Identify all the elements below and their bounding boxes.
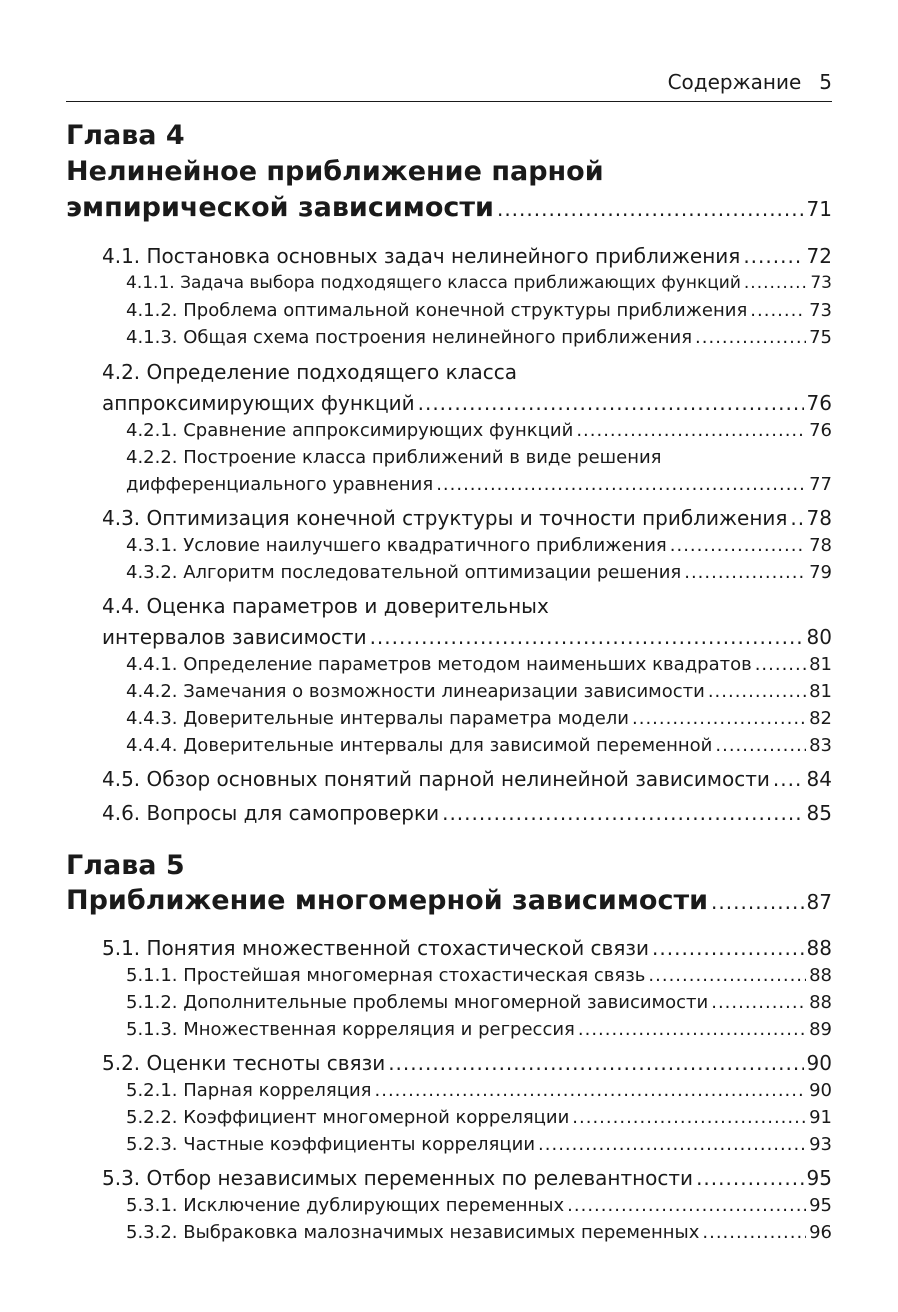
- toc-entry-5-1-1[interactable]: [126, 965, 832, 986]
- page-number: 95: [809, 1195, 832, 1216]
- entry-text: 5.3.2. Выбраковка малозначимых независимых переменных: [126, 1222, 700, 1243]
- page-number: 76: [809, 420, 832, 441]
- page-number: 71: [806, 197, 832, 221]
- entry-text-cont: интервалов зависимости: [102, 625, 367, 649]
- dot-leader: [708, 681, 806, 702]
- toc-entry-4-1[interactable]: [102, 244, 832, 268]
- chapter-5-title-row[interactable]: [66, 885, 832, 916]
- toc-entry-5-3[interactable]: [102, 1166, 832, 1190]
- page-number: 90: [806, 1051, 832, 1075]
- toc-entry-4-2-2[interactable]: [126, 474, 832, 495]
- page-number: 90: [809, 1080, 832, 1101]
- dot-leader: [711, 992, 806, 1013]
- dot-leader: [576, 420, 806, 441]
- toc-entry-4-4-line1[interactable]: 4.4. Оценка параметров и доверительных: [102, 594, 549, 618]
- page-number: 87: [806, 890, 832, 914]
- toc-entry-4-3-1[interactable]: [126, 535, 832, 556]
- toc-entry-4-1-1[interactable]: [126, 273, 832, 293]
- page-number: 73: [810, 273, 832, 293]
- page-number: 75: [809, 327, 832, 348]
- dot-leader: [572, 1107, 806, 1128]
- entry-text: 5.1.3. Множественная корреляция и регрессия: [126, 1019, 575, 1040]
- header-title: Содержание: [667, 70, 802, 94]
- dot-leader: [375, 1080, 807, 1101]
- chapter-4-title-row[interactable]: [66, 192, 832, 223]
- entry-text: 5.1. Понятия множественной стохастической связи: [102, 936, 650, 960]
- dot-leader: [743, 244, 803, 268]
- toc-entry-4-4[interactable]: [102, 625, 832, 649]
- entry-text: 4.1.2. Проблема оптимальной конечной структуры приближения: [126, 300, 748, 321]
- toc-entry-5-3-2[interactable]: [126, 1222, 832, 1243]
- toc-entry-4-2[interactable]: [102, 391, 832, 415]
- chapter-4-title-line2: эмпирической зависимости: [66, 192, 494, 223]
- entry-text: 4.1.1. Задача выбора подходящего класса приближающих функций: [126, 273, 741, 293]
- dot-leader: [773, 767, 804, 791]
- dot-leader: [442, 801, 803, 825]
- entry-text: 5.1.2. Дополнительные проблемы многомерной зависимости: [126, 992, 709, 1013]
- page-number: 91: [809, 1107, 832, 1128]
- entry-text: 4.3.2. Алгоритм последовательной оптимизации решения: [126, 562, 682, 583]
- toc-entry-4-4-1[interactable]: [126, 654, 832, 675]
- entry-text: 4.5. Обзор основных понятий парной нелинейной зависимости: [102, 767, 770, 791]
- entry-text-cont: дифференциального уравнения: [126, 474, 434, 495]
- page-number: 88: [809, 965, 832, 986]
- page-number: 80: [806, 625, 832, 649]
- entry-text: 4.1.3. Общая схема построения нелинейного приближения: [126, 327, 693, 348]
- page-number: 78: [806, 506, 832, 530]
- dot-leader: [436, 474, 806, 495]
- dot-leader: [652, 936, 804, 960]
- entry-text: 5.1.1. Простейшая многомерная стохастическая связь: [126, 965, 646, 986]
- entry-text: 4.2.1. Сравнение аппроксимирующих функций: [126, 420, 574, 441]
- toc-entry-4-2-line1[interactable]: 4.2. Определение подходящего класса: [102, 360, 517, 384]
- entry-text: 4.3. Оптимизация конечной структуры и точности приближения: [102, 506, 788, 530]
- toc-entry-5-1-3[interactable]: [126, 1019, 832, 1040]
- chapter-5-label: Глава 5: [66, 850, 185, 881]
- toc-entry-4-4-4[interactable]: [126, 735, 832, 756]
- dot-leader: [370, 625, 804, 649]
- entry-text-cont: аппроксимирующих функций: [102, 391, 415, 415]
- page-number: 77: [809, 474, 832, 495]
- entry-text: 5.3. Отбор независимых переменных по релевантности: [102, 1166, 694, 1190]
- page-number: 88: [806, 936, 832, 960]
- dot-leader: [388, 1051, 803, 1075]
- toc-entry-5-1-2[interactable]: [126, 992, 832, 1013]
- page-number: 79: [809, 562, 832, 583]
- entry-text: 5.2. Оценки тесноты связи: [102, 1051, 386, 1075]
- dot-leader: [702, 1222, 806, 1243]
- toc-entry-4-2-1[interactable]: [126, 420, 832, 441]
- toc-entry-5-2-3[interactable]: [126, 1134, 832, 1155]
- dot-leader: [648, 965, 806, 986]
- page-number: 73: [809, 300, 832, 321]
- toc-entry-4-5[interactable]: [102, 767, 832, 791]
- page-number: 72: [806, 244, 832, 268]
- toc-entry-4-4-3[interactable]: [126, 708, 832, 729]
- entry-text: 4.4.2. Замечания о возможности линеаризации зависимости: [126, 681, 705, 702]
- dot-leader: [684, 562, 806, 583]
- toc-entry-4-3[interactable]: [102, 506, 832, 530]
- entry-text: 5.2.1. Парная корреляция: [126, 1080, 372, 1101]
- toc-entry-5-2-2[interactable]: [126, 1107, 832, 1128]
- toc-entry-4-2-2-line1[interactable]: 4.2.2. Построение класса приближений в виде решения: [126, 447, 662, 468]
- entry-text: 4.3.1. Условие наилучшего квадратичного приближения: [126, 535, 667, 556]
- dot-leader: [632, 708, 806, 729]
- page-number: 88: [809, 992, 832, 1013]
- running-header: [66, 68, 832, 102]
- entry-text: 4.4.4. Доверительные интервалы для зависимой переменной: [126, 735, 713, 756]
- entry-text: 4.1. Постановка основных задач нелинейного приближения: [102, 244, 741, 268]
- page-number: 78: [809, 535, 832, 556]
- page-number: 84: [806, 767, 832, 791]
- entry-text: 4.4.1. Определение параметров методом наименьших квадратов: [126, 654, 752, 675]
- toc-entry-4-6[interactable]: [102, 801, 832, 825]
- page-number: 82: [809, 708, 832, 729]
- page-number: 83: [809, 735, 832, 756]
- dot-leader: [790, 506, 803, 530]
- page-number: 81: [809, 681, 832, 702]
- dot-leader: [695, 327, 806, 348]
- page-number: 93: [809, 1134, 832, 1155]
- page-number: 81: [809, 654, 832, 675]
- dot-leader: [744, 273, 807, 293]
- toc-entry-5-3-1[interactable]: [126, 1195, 832, 1216]
- dot-leader: [538, 1134, 806, 1155]
- entry-text: 5.2.3. Частные коэффициенты корреляции: [126, 1134, 536, 1155]
- dot-leader: [670, 535, 806, 556]
- chapter-4-label: Глава 4: [66, 120, 185, 151]
- dot-leader: [497, 197, 804, 221]
- dot-leader: [715, 735, 806, 756]
- page-number: 96: [809, 1222, 832, 1243]
- header-text: [668, 70, 832, 94]
- dot-leader: [696, 1166, 803, 1190]
- chapter-5-title: Приближение многомерной зависимости: [66, 885, 709, 916]
- page-number: 85: [806, 801, 832, 825]
- toc-entry-4-4-2[interactable]: [126, 681, 832, 702]
- toc-entry-4-3-2[interactable]: [126, 562, 832, 583]
- toc-entry-4-1-2[interactable]: [126, 300, 832, 321]
- toc-entry-5-1[interactable]: [102, 936, 832, 960]
- dot-leader: [567, 1195, 806, 1216]
- chapter-4-title-line1: Нелинейное приближение парной: [66, 156, 604, 187]
- entry-text: 4.4.3. Доверительные интервалы параметра модели: [126, 708, 629, 729]
- toc-entry-5-2[interactable]: [102, 1051, 832, 1075]
- entry-text: 4.6. Вопросы для самопроверки: [102, 801, 440, 825]
- dot-leader: [578, 1019, 806, 1040]
- dot-leader: [418, 391, 804, 415]
- entry-text: 5.2.2. Коэффициент многомерной корреляции: [126, 1107, 570, 1128]
- entry-text: 5.3.1. Исключение дублирующих переменных: [126, 1195, 565, 1216]
- toc-entry-5-2-1[interactable]: [126, 1080, 832, 1101]
- toc-entry-4-1-3[interactable]: [126, 327, 832, 348]
- page-number: 95: [806, 1166, 832, 1190]
- header-page-number: 5: [819, 70, 832, 94]
- dot-leader: [750, 300, 806, 321]
- dot-leader: [755, 654, 806, 675]
- page-number: 89: [809, 1019, 832, 1040]
- page-number: 76: [806, 391, 832, 415]
- dot-leader: [711, 890, 804, 914]
